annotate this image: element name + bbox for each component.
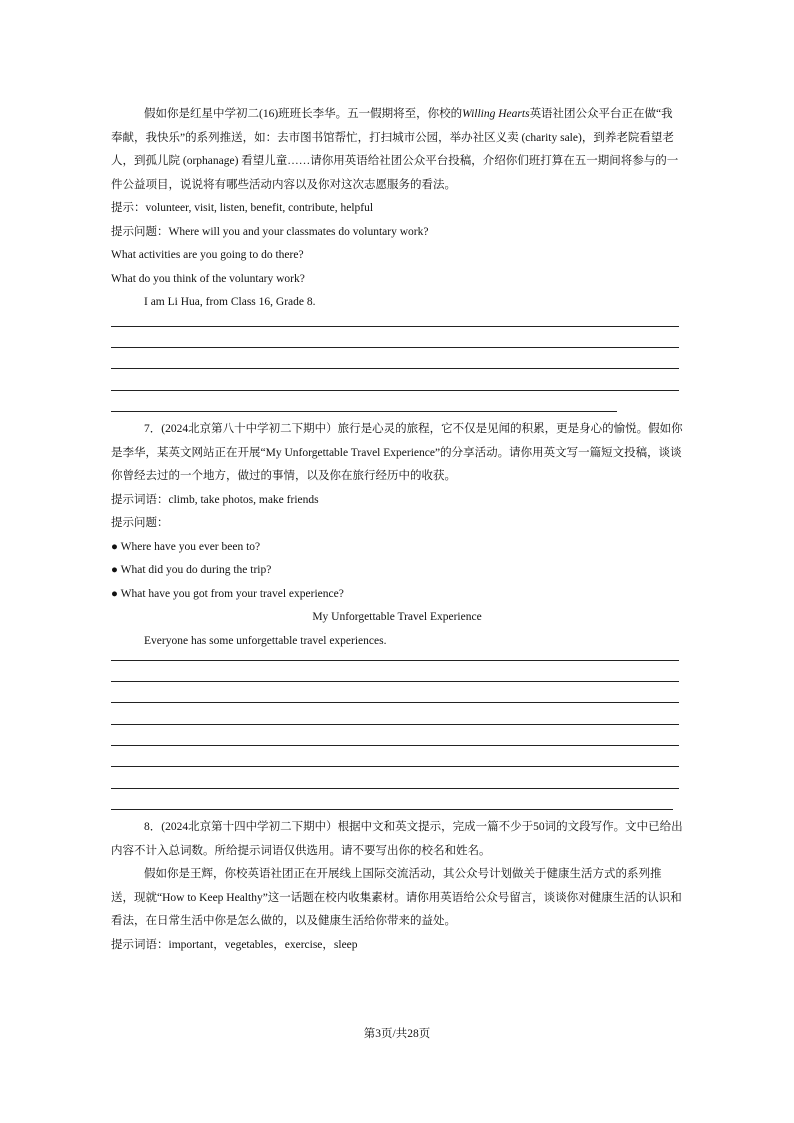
answer-line[interactable]	[111, 390, 679, 391]
answer-line[interactable]	[111, 326, 679, 327]
answer-line[interactable]	[111, 411, 617, 412]
answer-line[interactable]	[111, 724, 679, 725]
answer-line[interactable]	[111, 660, 679, 661]
question-7	[111, 418, 683, 653]
q6-hint-words: 提示：volunteer, visit, listen, benefit, contribute, helpful	[111, 202, 374, 214]
answer-line[interactable]	[111, 347, 679, 348]
q7-question-3: ● What have you got from your travel experience?	[111, 587, 344, 600]
answer-line[interactable]	[111, 766, 679, 767]
answer-line[interactable]	[111, 681, 679, 682]
q6-hint-question-1: 提示问题：Where will you and your classmates do voluntary work?	[111, 225, 429, 238]
q8-hint-words: 提示词语：important，vegetables，exercise，sleep	[111, 938, 358, 951]
q7-hint-words: 提示词语：climb, take photos, make friends	[111, 493, 319, 506]
answer-line[interactable]	[111, 368, 679, 369]
page-number: 第3页/共28页	[363, 1028, 431, 1040]
q7-question-2: ● What did you do during the trip?	[111, 564, 272, 576]
question-6	[111, 103, 683, 315]
q6-hint-question-3: What do you think of the voluntary work?	[111, 272, 305, 285]
q6-club-name: Willing Hearts	[462, 108, 530, 120]
answer-line[interactable]	[111, 809, 673, 810]
q8-instructions: 8．(2024北京第十四中学初二下期中）根据中文和英文提示，完成一篇不少于50词的文段写作。文中已给出内容不计入总词数。所给提示词语仅供选用。请不要写出你的校名和姓名。	[111, 821, 683, 857]
q7-question-1: ● Where have you ever been to?	[111, 540, 261, 553]
q6-prompt: 假如你是红星中学初二(16)班班长李华。五一假期将至，你校的Willing Hearts英语社团公众平台正在做“我奉献，我快乐”的系列推送，如：去市图书馆帮忙，打扫城市公园，举办社区义卖 (charity sale)，到养老院看望老人，到孤儿院 (orphanage) 看望儿童……请你用英语给社团公众平台投稿，介绍你们班打算在五一期间将参与的一件公益项目，说说将有哪些活动内容以及你对这次志愿服务的看法。	[111, 108, 679, 191]
q7-hint-question-label: 提示问题：	[111, 517, 169, 529]
q7-start-sentence: Everyone has some unforgettable travel experiences.	[144, 634, 387, 647]
q6-start-sentence: I am Li Hua, from Class 16, Grade 8.	[144, 296, 316, 308]
q6-hint-question-2: What activities are you going to do there?	[111, 249, 304, 261]
answer-line[interactable]	[111, 788, 679, 789]
answer-line[interactable]	[111, 702, 679, 703]
answer-line[interactable]	[111, 745, 679, 746]
q7-prompt: 7．(2024北京第八十中学初二下期中）旅行是心灵的旅程，它不仅是见闻的积累，更是身心的愉悦。假如你是李华，某英文网站正在开展“My Unforgettable Travel Experience”的分享活动。请你用英文写一篇短文投稿，谈谈你曾经去过的一个地方，做过的事情，以及你在旅行经历中的收获。	[111, 423, 683, 482]
q7-essay-title: My Unforgettable Travel Experience	[312, 611, 482, 623]
question-8	[111, 816, 683, 957]
q8-prompt: 假如你是王辉，你校英语社团正在开展线上国际交流活动，其公众号计划做关于健康生活方式的系列推送，现就“How to Keep Healthy”这一话题在校内收集素材。请你用英语给公众号留言，谈谈你对健康生活的认识和看法，在日常生活中你是怎么做的，以及健康生活给你带来的益处。	[111, 868, 682, 927]
